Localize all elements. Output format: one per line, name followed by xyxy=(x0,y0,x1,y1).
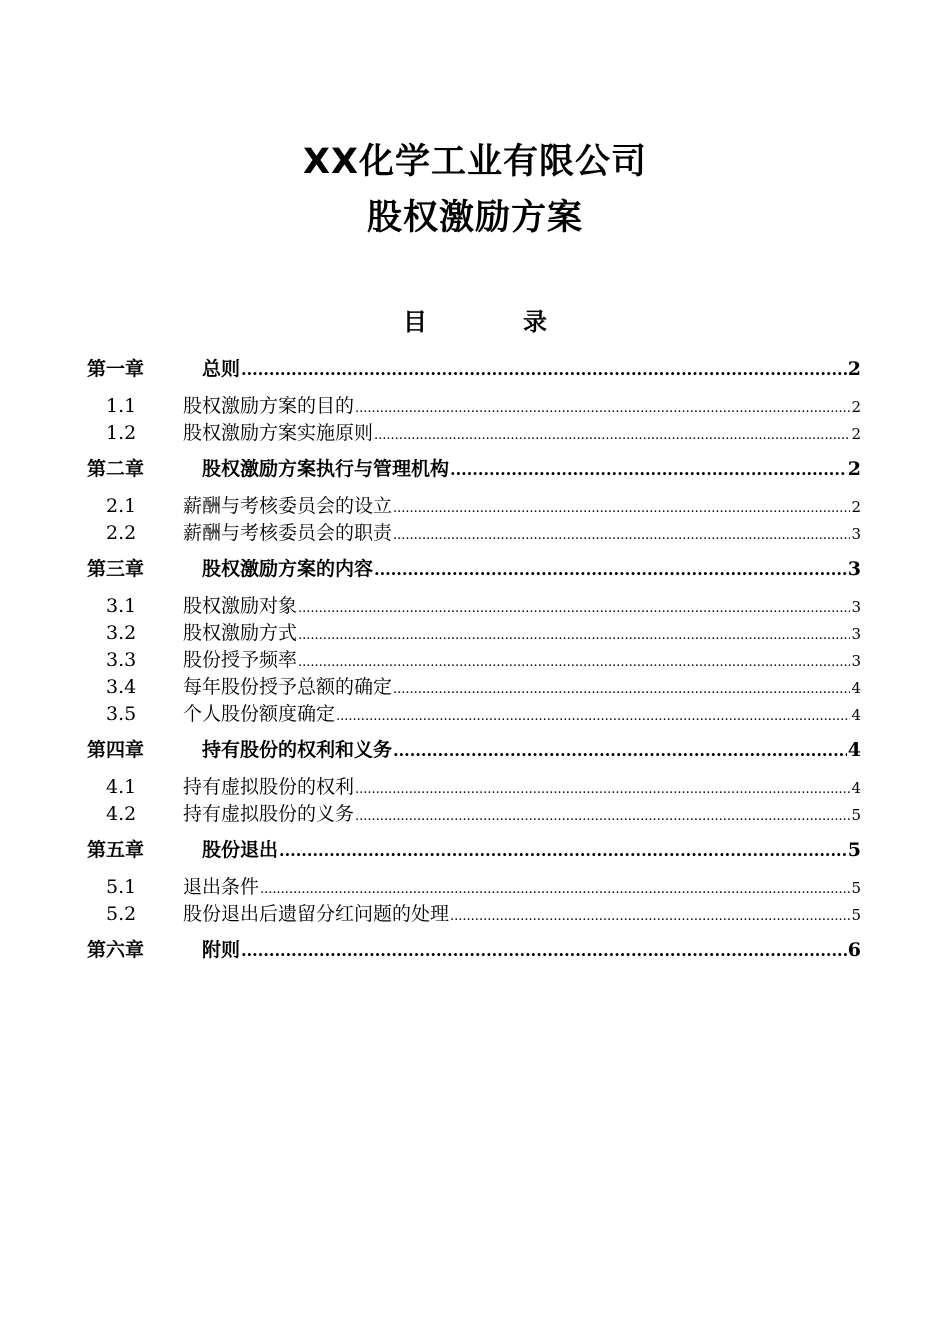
toc-dot-leader xyxy=(450,456,847,484)
toc-dot-leader xyxy=(393,495,850,522)
toc-entry-label: 股权激励方式 xyxy=(183,622,298,644)
toc-entry-number: 1.2 xyxy=(106,422,137,444)
document-title: 股权激励方案 xyxy=(366,198,583,238)
toc-entry-number: 5.2 xyxy=(106,903,137,925)
toc-section-entry[interactable] xyxy=(87,647,861,674)
company-title: XX化学工业有限公司 xyxy=(303,142,647,182)
toc-dot-leader xyxy=(355,395,850,422)
toc-heading-left: 目 xyxy=(403,307,427,336)
toc-entry-number: 3.5 xyxy=(106,703,137,725)
toc-page-number: 6 xyxy=(847,939,861,961)
toc-section-entry[interactable] xyxy=(87,701,861,728)
toc-dot-leader xyxy=(241,937,847,965)
toc-page-number: 2 xyxy=(847,458,861,480)
toc-page-number: 3 xyxy=(851,652,861,670)
toc-section-entry[interactable] xyxy=(87,393,861,420)
toc-entry-label: 个人股份额度确定 xyxy=(183,703,336,725)
toc-entry-label: 股权激励方案执行与管理机构 xyxy=(202,458,450,480)
toc-entry-number: 3.4 xyxy=(106,676,137,698)
toc-entry-label: 持有虚拟股份的权利 xyxy=(183,776,355,798)
toc-page-number: 2 xyxy=(847,358,861,380)
toc-entry-number: 4.1 xyxy=(106,776,137,798)
toc-page-number: 3 xyxy=(851,525,861,543)
toc-section-entry[interactable] xyxy=(87,620,861,647)
toc-entry-label: 附则 xyxy=(202,939,241,961)
toc-chapter-entry[interactable] xyxy=(87,936,861,964)
toc-entry-number: 第二章 xyxy=(87,458,145,480)
toc-page-number: 2 xyxy=(851,498,861,516)
toc-entry-number: 3.1 xyxy=(106,595,137,617)
toc-page-number: 4 xyxy=(847,739,861,761)
toc-page-number: 4 xyxy=(851,706,861,724)
toc-heading xyxy=(0,306,950,338)
toc-entry-number: 第一章 xyxy=(87,358,145,380)
toc-entry-label: 股权激励方案的内容 xyxy=(202,558,374,580)
toc-page-number: 3 xyxy=(851,625,861,643)
toc-dot-leader xyxy=(374,422,850,449)
toc-dot-leader xyxy=(393,737,847,765)
toc-entry-label: 退出条件 xyxy=(183,876,260,898)
toc-dot-leader xyxy=(355,776,850,803)
toc-section-entry[interactable] xyxy=(87,801,861,828)
toc-page-number: 5 xyxy=(851,806,861,824)
toc-entry-number: 5.1 xyxy=(106,876,137,898)
toc-section-entry[interactable] xyxy=(87,593,861,620)
toc-dot-leader xyxy=(393,676,850,703)
toc-dot-leader xyxy=(298,649,850,676)
toc-entry-number: 4.2 xyxy=(106,803,137,825)
toc-page-number: 3 xyxy=(851,598,861,616)
toc-entry-label: 股份退出 xyxy=(202,839,279,861)
toc-section-entry[interactable] xyxy=(87,774,861,801)
toc-section-entry[interactable] xyxy=(87,874,861,901)
toc-page-number: 4 xyxy=(851,779,861,797)
toc-entry-label: 持有股份的权利和义务 xyxy=(202,739,393,761)
toc-entry-label: 每年股份授予总额的确定 xyxy=(183,676,393,698)
toc-dot-leader xyxy=(279,837,847,865)
toc-dot-leader xyxy=(336,703,850,730)
toc-chapter-entry[interactable] xyxy=(87,836,861,864)
toc-page-number: 2 xyxy=(851,425,861,443)
toc-entry-label: 薪酬与考核委员会的设立 xyxy=(183,495,393,517)
toc-dot-leader xyxy=(298,595,850,622)
toc-entry-label: 股份授予频率 xyxy=(183,649,298,671)
toc-entry-number: 1.1 xyxy=(106,395,137,417)
toc-page-number: 5 xyxy=(851,879,861,897)
toc-page-number: 4 xyxy=(851,679,861,697)
toc-dot-leader xyxy=(241,356,847,384)
toc-entry-label: 股权激励方案实施原则 xyxy=(183,422,374,444)
toc-section-entry[interactable] xyxy=(87,420,861,447)
toc-entry-number: 第六章 xyxy=(87,939,145,961)
toc-dot-leader xyxy=(393,522,850,549)
toc-page-number: 3 xyxy=(847,558,861,580)
toc-page-number: 2 xyxy=(851,398,861,416)
toc-entry-label: 薪酬与考核委员会的职责 xyxy=(183,522,393,544)
toc-entry-number: 第五章 xyxy=(87,839,145,861)
toc-entry-label: 股权激励对象 xyxy=(183,595,298,617)
table-of-contents xyxy=(87,355,861,964)
toc-chapter-entry[interactable] xyxy=(87,555,861,583)
toc-dot-leader xyxy=(260,876,850,903)
toc-entry-label: 股份退出后遗留分红问题的处理 xyxy=(183,903,450,925)
toc-page-number: 5 xyxy=(847,839,861,861)
toc-section-entry[interactable] xyxy=(87,674,861,701)
toc-dot-leader xyxy=(374,556,847,584)
toc-section-entry[interactable] xyxy=(87,520,861,547)
toc-entry-number: 2.1 xyxy=(106,495,137,517)
toc-chapter-entry[interactable] xyxy=(87,455,861,483)
toc-entry-number: 3.2 xyxy=(106,622,137,644)
toc-heading-right: 录 xyxy=(523,307,547,336)
toc-dot-leader xyxy=(450,903,850,930)
toc-entry-number: 第四章 xyxy=(87,739,145,761)
toc-entry-label: 总则 xyxy=(202,358,241,380)
toc-page-number: 5 xyxy=(851,906,861,924)
toc-chapter-entry[interactable] xyxy=(87,736,861,764)
toc-entry-number: 2.2 xyxy=(106,522,137,544)
toc-entry-label: 持有虚拟股份的义务 xyxy=(183,803,355,825)
toc-entry-label: 股权激励方案的目的 xyxy=(183,395,355,417)
toc-section-entry[interactable] xyxy=(87,901,861,928)
toc-section-entry[interactable] xyxy=(87,493,861,520)
toc-entry-number: 第三章 xyxy=(87,558,145,580)
toc-entry-number: 3.3 xyxy=(106,649,137,671)
toc-dot-leader xyxy=(355,803,850,830)
toc-chapter-entry[interactable] xyxy=(87,355,861,383)
toc-dot-leader xyxy=(298,622,850,649)
